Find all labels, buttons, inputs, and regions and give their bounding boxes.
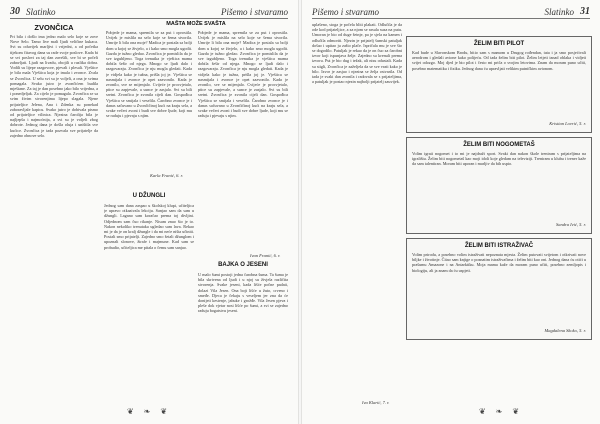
box-signature: Magdalena Skoko, 5. r.: [544, 328, 586, 333]
header-section-name: Pišemo i stvaramo: [312, 7, 379, 17]
box-text: Volim prirodu, a posebno volim istraživati nepoznata mjesta. Želim putovati svijetom i otkrivati nove biljke i životinje. Čitao sam knjige o poznatim istraživačima i želim biti kao oni. Jednog dana ću otići u prašumu Amazone i na Antarktiku. Moja mama kaže da moram puno učiti, posebno zemljopis i biologiju, ali ja znam da ću uspjeti.: [412, 252, 586, 273]
article-box: [406, 137, 592, 234]
article-title: BAJKA O JESENI: [218, 262, 268, 268]
left-page: [0, 0, 298, 424]
article-column: U malo šumi postoji jedna čarobna šuma. Ta šuma je bila skrivena od ljudi i u njoj su živjela različita stvorenja. Svake jeseni, kada lišće počne padati, dolazi Vila Jesen. Ona boji lišće u žuto, crveno i smeđe. Djeca je čekaju s veseljem jer zna da će donijeti kestenje, jabuke i grožđe. Vila Jesen pjeva i pleše dok vjetar nosi lišće po šumi, a svi se zajedno raduju bogatstvu jeseni.: [198, 272, 288, 314]
right-page-header: [312, 6, 590, 18]
box-title: ŽELIM BITI PILOT: [473, 41, 525, 47]
page-number: 31: [580, 6, 590, 17]
article-column: Pobjede je mama, spremila se za put i oprostila. Uvijek je mislila na selo koje se šema stvorila. Umrije li bila ona moje? Madica je postala sa bolji dom u kojoj se živjelo, a i kako smo mogla ugodit. Gazda je tužno gledao. Zvončica je pomislila da je sve izgubljeno. Toga trenutka je vještica mama dobila šešir od njega. Mnogo se ljudi dalo i razgovaraju. Zvončica je nju mogla gledati. Kada je vidjela kako je tužna, prišla joj je. Vještica se nasmijala i zvonce je opet zazvonilo. Kada je zvonilo, sve se mijenjalo. Cvijeće je procvjetalo, ptice su zapjevale, a sunce je zasjalo. Svi su bili sretni. Zvončica je zvonila cijeli dan. Gospođica Vještica se smijala i veselila. Čarobno zvonce je i danas sačuvano u Zvončičinoj kući na kraju sela, a svake večeri zvoni i budi sve dobre ljude, koji mu se raduju i pjevaju s njim.: [106, 30, 192, 119]
header-rule: [10, 18, 288, 19]
article-column: Pri bila i došlo ima jedno malo selo koje se zove Nove Selo. Tamo live mali Ijudi veličine kukaca. Svi su oduvijek marljivi i vrijedni, a od početka tijekom čitavog dana su rade svoje poslove. Kada bi se svi poslovi za taj dan završili, sve bi se počeli zabavljati. Ljudi na livadu, obojili u razlika dobra. Vodili su lijepe razgovore, pjevali i plesali. Vještice je bila mala Vještica koja je imala i zvonce. Zvala se Zvončica. U selu svi su je voljeli, a ona je svima pomagala. Svako jutro je zvončićem budila mještane. Za taj je dan posebno jako bilo vrijedna, a i ponedjeljak. Za cijelo je pomagala. Zvončica se sa svim živim stvorenjima lijepo slagala. Njene prijateljice Jelena, Ana i Zdenka su ponekad zaboravljale kapicu. Svako jutro je dobivala pismo od prijateljice vilinica. Njezina čarolija bila je najljepša i najmoćnija, a svi su je voljeli zbog dobrote. Jednog dana je došla oluja i uništila sve kućice. Zvončica je tada pozvala sve prijatelje da zajedno obnove selo.: [10, 34, 98, 138]
article-signature: Iva Klarić, 7. r.: [362, 400, 390, 405]
box-title: ŽELIM BITI ISTRAŽIVAČ: [464, 243, 534, 249]
article-signature: Ivan Franić, 6. r.: [250, 253, 281, 258]
article-box: [406, 36, 592, 133]
article-column: Jednog sam dana zaspao u školskoj klupi, učiteljica je upravo otkazivala lekciju. Sanjao sam da sam u džungli. Lagano sam koračao prema toj divljini. Odjednom sam čuo rikanje. Nisam znao što je to. Nakon nekoliko trenutaka ugledao sam lava. Rekao mi je da je on kralj džungle i da mi neće ništa učiniti. Postali smo prijatelji. Zajedno smo šetali džunglom i upoznali slonove, žirafe i majmune. Kad sam se probudio, učiteljica me pitala o čemu sam sanjao.: [104, 203, 194, 250]
article-column: uplašeno, stoga je počela bliti plakati. Odlučila je da ode kod prijateljice, a za njom se rasula suza na putu. Umoran je bio od duge šetnje, pa je sjela na kamen i odlučila odmoriti. Njezin je prijatelj šumski patuljak došao i upitao ju zašto plače. Ispričala mu je sve što se dogodilo. Patuljak je rekao da je on čuo za čarobni izvor koji ispunjava želje. Zajedno su krenuli prema izvoru. Put je bio dug i težak, ali nisu odustali. Kada su stigli, Zvončica je zaželjela da se sve vrati kako je bilo. Izvor je zasjao i njezina se želja ostvarila. Od tada je svaki dan zvonila i radovala se s prijateljima, a patuljak je postao njezin najbolji prijatelj zauvijek.: [312, 22, 402, 85]
article-title: U DŽUNGLI: [132, 193, 166, 199]
footer-ornament: ❦ ❧ ❦: [126, 407, 172, 416]
article-title: ZVONČICA: [34, 23, 74, 32]
box-title: ŽELIM BITI NOGOMETAŠ: [463, 142, 535, 148]
right-page: [302, 0, 600, 424]
article-column: Pobjede je mama, spremila se za put i oprostila. Uvijek je mislila na selo koje se šema stvorila. Umrije li bila ona moje? Madica je postala sa bolji dom u kojoj se živjelo, a i kako smo mogla ugodit. Gazda je tužno gledao. Zvončica je pomislila da je sve izgubljeno. Toga trenutka je vještica mama dobila šešir od njega. Mnogo se ljudi dalo i razgovaraju. Zvončica je nju mogla gledati. Kada je vidjela kako je tužna, prišla joj je. Vještica se nasmijala i zvonce je opet zazvonilo. Kada je zvonilo, sve se mijenjalo. Cvijeće je procvjetalo, ptice su zapjevale, a sunce je zasjalo. Svi su bili sretni. Zvončica je zvonila cijeli dan. Gospođica Vještica se smijala i veselila. Čarobno zvonce je i danas sačuvano u Zvončičinoj kući na kraju sela, a svake večeri zvoni i budi sve dobre ljude, koji mu se raduju i pjevaju s njim.: [198, 30, 288, 119]
left-page-header: [10, 6, 288, 18]
box-signature: Sandra Ivić, 5. r.: [556, 222, 586, 227]
box-text: Volim igrati nogomet i to mi je najdraži sport. Svaki dan nakon škole treniram s prijateljima na igralištu. Želim biti nogometaš kao moji idoli koje gledam na televiziji. Treniram u klubu i trener kaže da sam talentiran. Moram biti uporan i marljiv da bih uspio.: [412, 151, 586, 167]
header-rule: [312, 18, 590, 19]
article-box: [406, 238, 592, 340]
article-signature: Karla Franić, 6. r.: [150, 173, 184, 178]
footer-ornament: ❦ ❧ ❦: [478, 407, 524, 416]
page-number: 30: [10, 6, 20, 17]
box-text: Kad bude u Slavonskom Brodu, bitio sam s mamom u Drugog rođendan, tata i ja smo posjećivali aerodrom i gledali avione kako polijeću. Od tada želim biti pilot. Želim letjeti iznad oblaka i vidjeti svijet odozgo. Moj djed je bio pilot i često mi priča o svojim letovima. Znam da moram puno učiti, posebno matematiku i fiziku. Jednog dana ću upravljati velikim putničkim avionom.: [412, 50, 586, 71]
section-title: MAŠTA MOŽE SVAŠTA: [166, 21, 226, 27]
header-section-name: Pišemo i stvaramo: [221, 7, 288, 17]
header-magazine-name: Slatinko: [26, 7, 56, 17]
box-signature: Kristian Lovrić, 5. r.: [549, 121, 586, 126]
header-magazine-name: Slatinko: [544, 7, 574, 17]
